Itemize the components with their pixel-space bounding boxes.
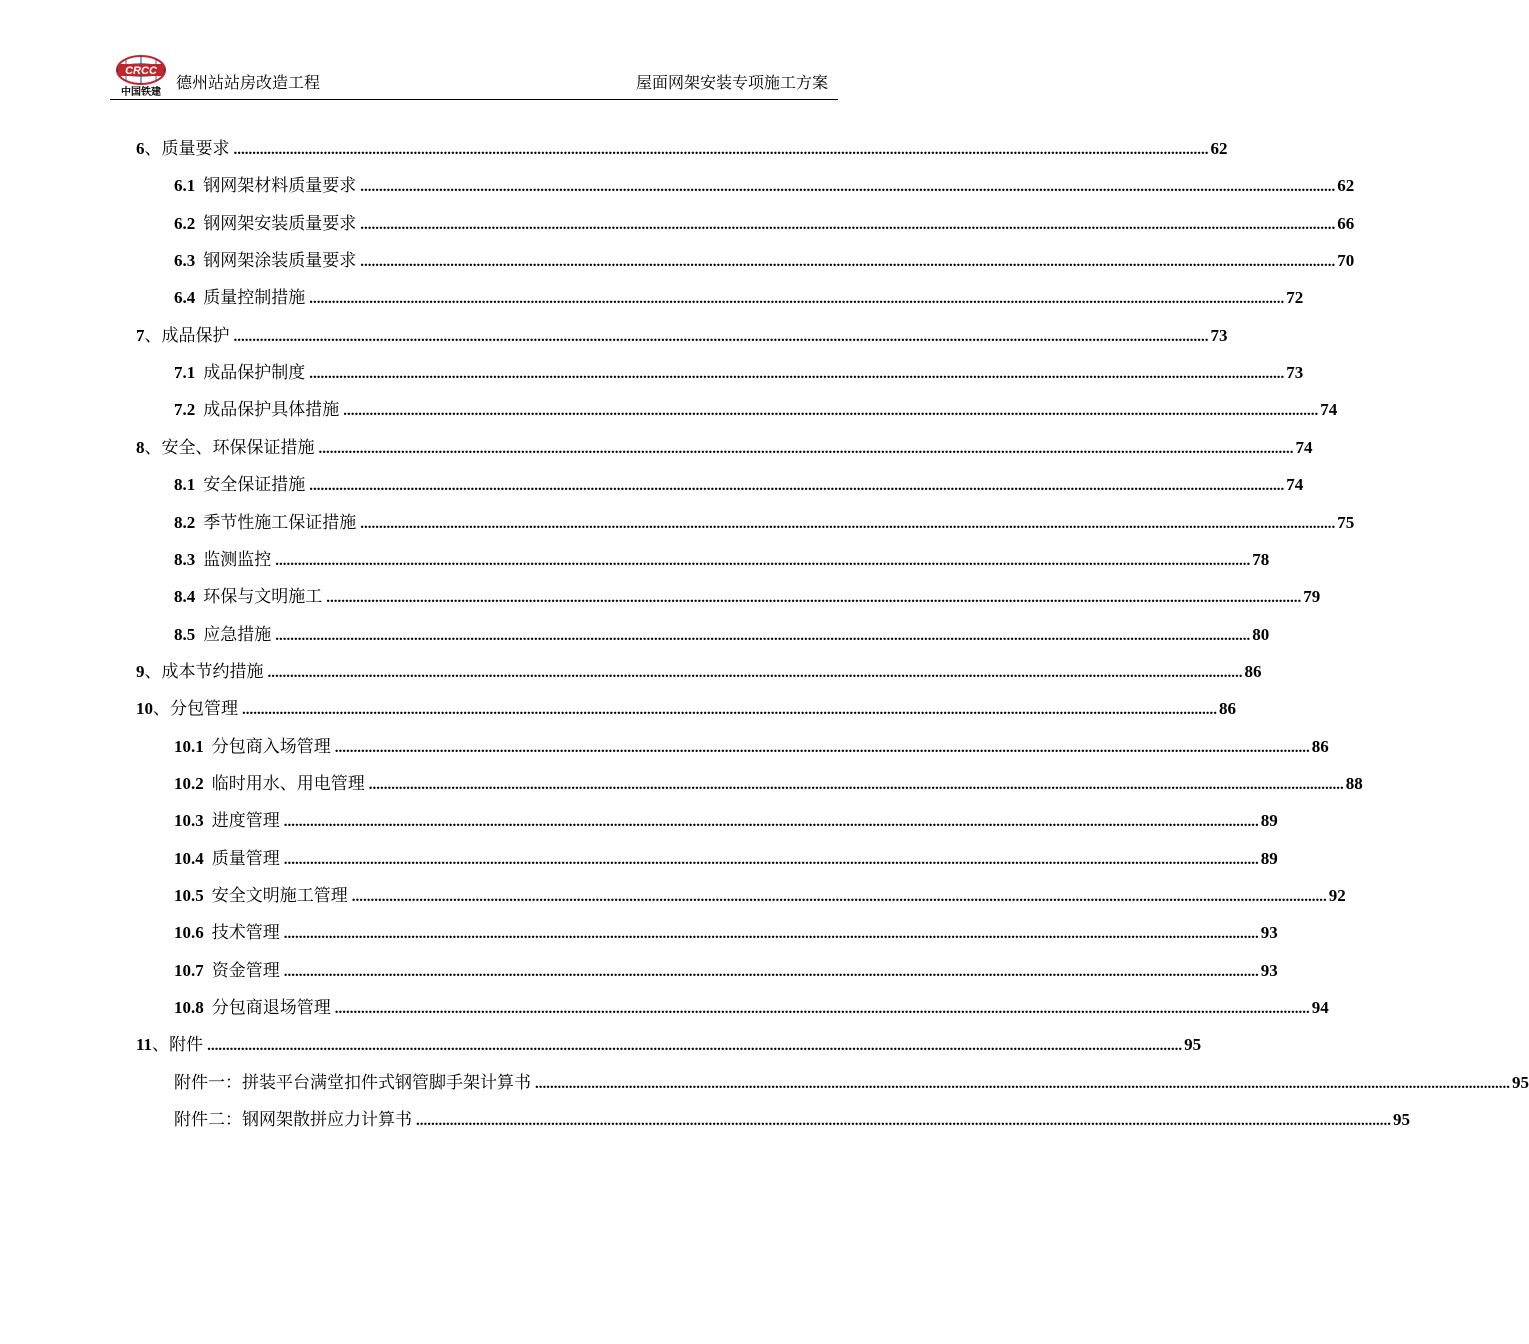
toc-page-number: 86 <box>1244 661 1262 681</box>
toc-title: 钢网架涂装质量要求 <box>203 251 357 272</box>
toc-title: 安全、环保保证措施 <box>161 437 315 458</box>
toc-title: 成品保护制度 <box>203 363 306 384</box>
toc-leader: .................................................................................................................................................................................................................................................................... <box>343 403 1319 420</box>
toc-page-number: 80 <box>1252 624 1270 644</box>
toc-page-number: 93 <box>1260 960 1278 980</box>
toc-title: 成品保护 <box>161 325 230 346</box>
toc-number: 9 <box>136 661 145 681</box>
toc-title: 临时用水、用电管理 <box>211 773 365 794</box>
toc-entry[interactable] <box>174 958 1278 982</box>
toc-leader: .................................................................................................................................................................................................................................................................... <box>309 478 1285 495</box>
toc-title: 进度管理 <box>211 811 280 832</box>
toc-page-number: 74 <box>1286 475 1304 495</box>
toc-entry[interactable] <box>174 920 1278 944</box>
toc-page-number: 70 <box>1337 251 1355 271</box>
toc-leader: .................................................................................................................................................................................................................................................................... <box>283 814 1259 831</box>
toc-number: 7.1 <box>174 363 196 383</box>
company-logo <box>110 50 172 98</box>
toc-separator: 、 <box>144 139 162 159</box>
toc-page-number: 79 <box>1303 587 1321 607</box>
toc-title: 附件 <box>169 1035 204 1056</box>
toc-entry[interactable] <box>174 584 1321 608</box>
toc-entry[interactable] <box>174 248 1355 272</box>
toc-page-number: 88 <box>1345 773 1363 793</box>
toc-leader: .................................................................................................................................................................................................................................................................... <box>360 179 1336 196</box>
toc-entry[interactable] <box>136 136 1228 160</box>
toc-title: 质量要求 <box>161 139 230 159</box>
toc-entry[interactable] <box>174 1070 1529 1094</box>
document-title: 屋面网架安装专项施工方案 <box>635 73 828 92</box>
toc-title: 环保与文明施工 <box>203 587 323 608</box>
toc-number: 10.5 <box>174 886 204 905</box>
toc-entry[interactable] <box>174 995 1329 1019</box>
toc-number: 8.5 <box>174 624 196 644</box>
toc-title: 附件二：钢网架散拼应力计算书 <box>174 1110 412 1131</box>
toc-separator: 、 <box>152 1035 170 1056</box>
page-header <box>110 50 838 100</box>
toc-entry[interactable] <box>136 1032 1202 1056</box>
toc-leader: .................................................................................................................................................................................................................................................................... <box>309 291 1285 308</box>
toc-number: 6 <box>136 139 145 158</box>
toc-leader: .................................................................................................................................................................................................................................................................... <box>535 1075 1510 1092</box>
toc-number: 10.3 <box>174 811 204 831</box>
toc-entry[interactable] <box>174 771 1363 795</box>
toc-page-number: 95 <box>1393 1110 1410 1130</box>
toc-number: 6.3 <box>174 251 196 271</box>
toc-leader: .................................................................................................................................................................................................................................................................... <box>283 963 1259 980</box>
toc-page-number: 62 <box>1210 139 1228 158</box>
toc-number: 8.1 <box>174 475 196 495</box>
toc-title: 监测监控 <box>203 549 272 570</box>
toc-leader: .................................................................................................................................................................................................................................................................... <box>233 328 1209 345</box>
toc-leader: .................................................................................................................................................................................................................................................................... <box>416 1113 1391 1130</box>
toc-title: 分包管理 <box>170 699 238 720</box>
toc-page-number: 94 <box>1311 998 1329 1018</box>
toc-entry[interactable] <box>174 547 1270 571</box>
toc-number: 11 <box>136 1035 153 1055</box>
toc-entry[interactable] <box>136 323 1228 347</box>
toc-entry[interactable] <box>136 659 1262 683</box>
toc-title: 技术管理 <box>211 923 280 944</box>
toc-entry[interactable] <box>174 472 1304 496</box>
toc-entry[interactable] <box>174 360 1304 384</box>
toc-title: 分包商退场管理 <box>211 998 331 1019</box>
toc-page-number: 74 <box>1320 400 1338 420</box>
toc-title: 分包商入场管理 <box>211 736 331 757</box>
toc-number: 6.2 <box>174 213 196 233</box>
toc-page-number: 89 <box>1260 848 1278 868</box>
toc-entry[interactable] <box>174 285 1304 309</box>
toc-leader: .................................................................................................................................................................................................................................................................... <box>309 366 1285 383</box>
toc-leader: .................................................................................................................................................................................................................................................................... <box>275 552 1251 569</box>
toc-entry[interactable] <box>174 883 1346 907</box>
toc-title: 安全保证措施 <box>203 475 306 496</box>
toc-leader: .................................................................................................................................................................................................................................................................... <box>233 142 1209 158</box>
toc-entry[interactable] <box>174 734 1329 758</box>
toc-number: 6.1 <box>174 176 196 196</box>
toc-number: 10.6 <box>174 923 204 943</box>
toc-leader: .................................................................................................................................................................................................................................................................... <box>318 440 1294 457</box>
toc-leader: .................................................................................................................................................................................................................................................................... <box>283 926 1259 943</box>
toc-page-number: 73 <box>1286 363 1304 383</box>
toc-number: 8 <box>136 437 145 457</box>
header-divider <box>110 99 838 100</box>
toc-page-number: 74 <box>1295 437 1313 457</box>
toc-leader: .................................................................................................................................................................................................................................................................... <box>275 627 1251 644</box>
toc-leader: .................................................................................................................................................................................................................................................................... <box>334 1001 1310 1018</box>
toc-page-number: 62 <box>1337 176 1355 196</box>
toc-page-number: 89 <box>1260 811 1278 831</box>
toc-number: 8.3 <box>174 549 196 569</box>
toc-number: 7 <box>136 325 145 345</box>
toc-number: 6.4 <box>174 288 196 308</box>
toc-separator: 、 <box>144 437 162 458</box>
toc-title: 应急措施 <box>203 624 272 645</box>
toc-entry[interactable] <box>174 173 1355 197</box>
toc-entry[interactable] <box>174 510 1355 534</box>
toc-separator: 、 <box>153 699 170 720</box>
toc-entry[interactable] <box>174 397 1338 421</box>
toc-leader: .................................................................................................................................................................................................................................................................... <box>360 254 1336 271</box>
toc-separator: 、 <box>144 325 162 346</box>
toc-number: 10.7 <box>174 960 204 980</box>
toc-page-number: 93 <box>1260 923 1278 943</box>
toc-leader: .................................................................................................................................................................................................................................................................... <box>326 590 1302 607</box>
toc-leader: .................................................................................................................................................................................................................................................................... <box>242 702 1217 719</box>
toc-entry[interactable] <box>174 1107 1410 1131</box>
toc-number: 10.4 <box>174 848 204 868</box>
toc-page-number: 78 <box>1252 549 1270 569</box>
toc-number: 10.1 <box>174 736 204 756</box>
toc-separator: 、 <box>144 661 162 682</box>
toc-number: 8.2 <box>174 512 196 532</box>
toc-page-number: 95 <box>1512 1072 1529 1092</box>
toc-number: 10.8 <box>174 998 204 1018</box>
toc-leader: .................................................................................................................................................................................................................................................................... <box>207 1038 1183 1055</box>
toc-number: 10.2 <box>174 773 204 793</box>
toc-title: 钢网架材料质量要求 <box>203 176 357 197</box>
toc-title: 钢网架安装质量要求 <box>203 213 357 234</box>
toc-entry[interactable] <box>174 846 1278 870</box>
toc-page-number: 73 <box>1210 325 1228 345</box>
toc-page-number: 72 <box>1286 288 1304 308</box>
toc-leader: .................................................................................................................................................................................................................................................................... <box>351 889 1327 905</box>
toc-entry[interactable] <box>174 808 1278 832</box>
svg-text:中国铁建: 中国铁建 <box>121 87 161 98</box>
toc-page-number: 66 <box>1337 213 1355 233</box>
toc-page-number: 95 <box>1184 1035 1202 1055</box>
toc-leader: .................................................................................................................................................................................................................................................................... <box>334 739 1310 756</box>
toc-entry[interactable] <box>136 435 1313 459</box>
toc-title: 资金管理 <box>211 960 280 981</box>
toc-title: 附件一：拼装平台满堂扣件式钢管脚手架计算书 <box>174 1072 531 1093</box>
toc-title: 成品保护具体措施 <box>203 400 340 421</box>
toc-page-number: 86 <box>1219 699 1236 719</box>
toc-number: 8.4 <box>174 587 196 607</box>
toc-leader: .................................................................................................................................................................................................................................................................... <box>283 851 1259 868</box>
toc-leader: .................................................................................................................................................................................................................................................................... <box>368 776 1344 793</box>
toc-entry[interactable] <box>174 622 1270 646</box>
toc-entry[interactable] <box>136 696 1236 720</box>
toc-leader: .................................................................................................................................................................................................................................................................... <box>360 216 1336 233</box>
toc-entry[interactable] <box>174 211 1355 235</box>
toc-title: 质量管理 <box>211 848 280 869</box>
toc-page-number: 75 <box>1337 512 1355 532</box>
toc-page-number: 92 <box>1328 886 1346 905</box>
toc-page-number: 86 <box>1311 736 1329 756</box>
project-title: 德州站站房改造工程 <box>176 73 321 92</box>
toc-title: 安全文明施工管理 <box>211 886 348 906</box>
toc-title: 季节性施工保证措施 <box>203 512 357 533</box>
svg-text:CRCC: CRCC <box>125 65 157 77</box>
toc-number: 10 <box>136 699 153 719</box>
toc-leader: .................................................................................................................................................................................................................................................................... <box>360 515 1336 532</box>
toc-title: 成本节约措施 <box>161 661 264 682</box>
toc-number: 7.2 <box>174 400 196 420</box>
toc-leader: .................................................................................................................................................................................................................................................................... <box>267 664 1243 681</box>
toc-title: 质量控制措施 <box>203 288 306 309</box>
